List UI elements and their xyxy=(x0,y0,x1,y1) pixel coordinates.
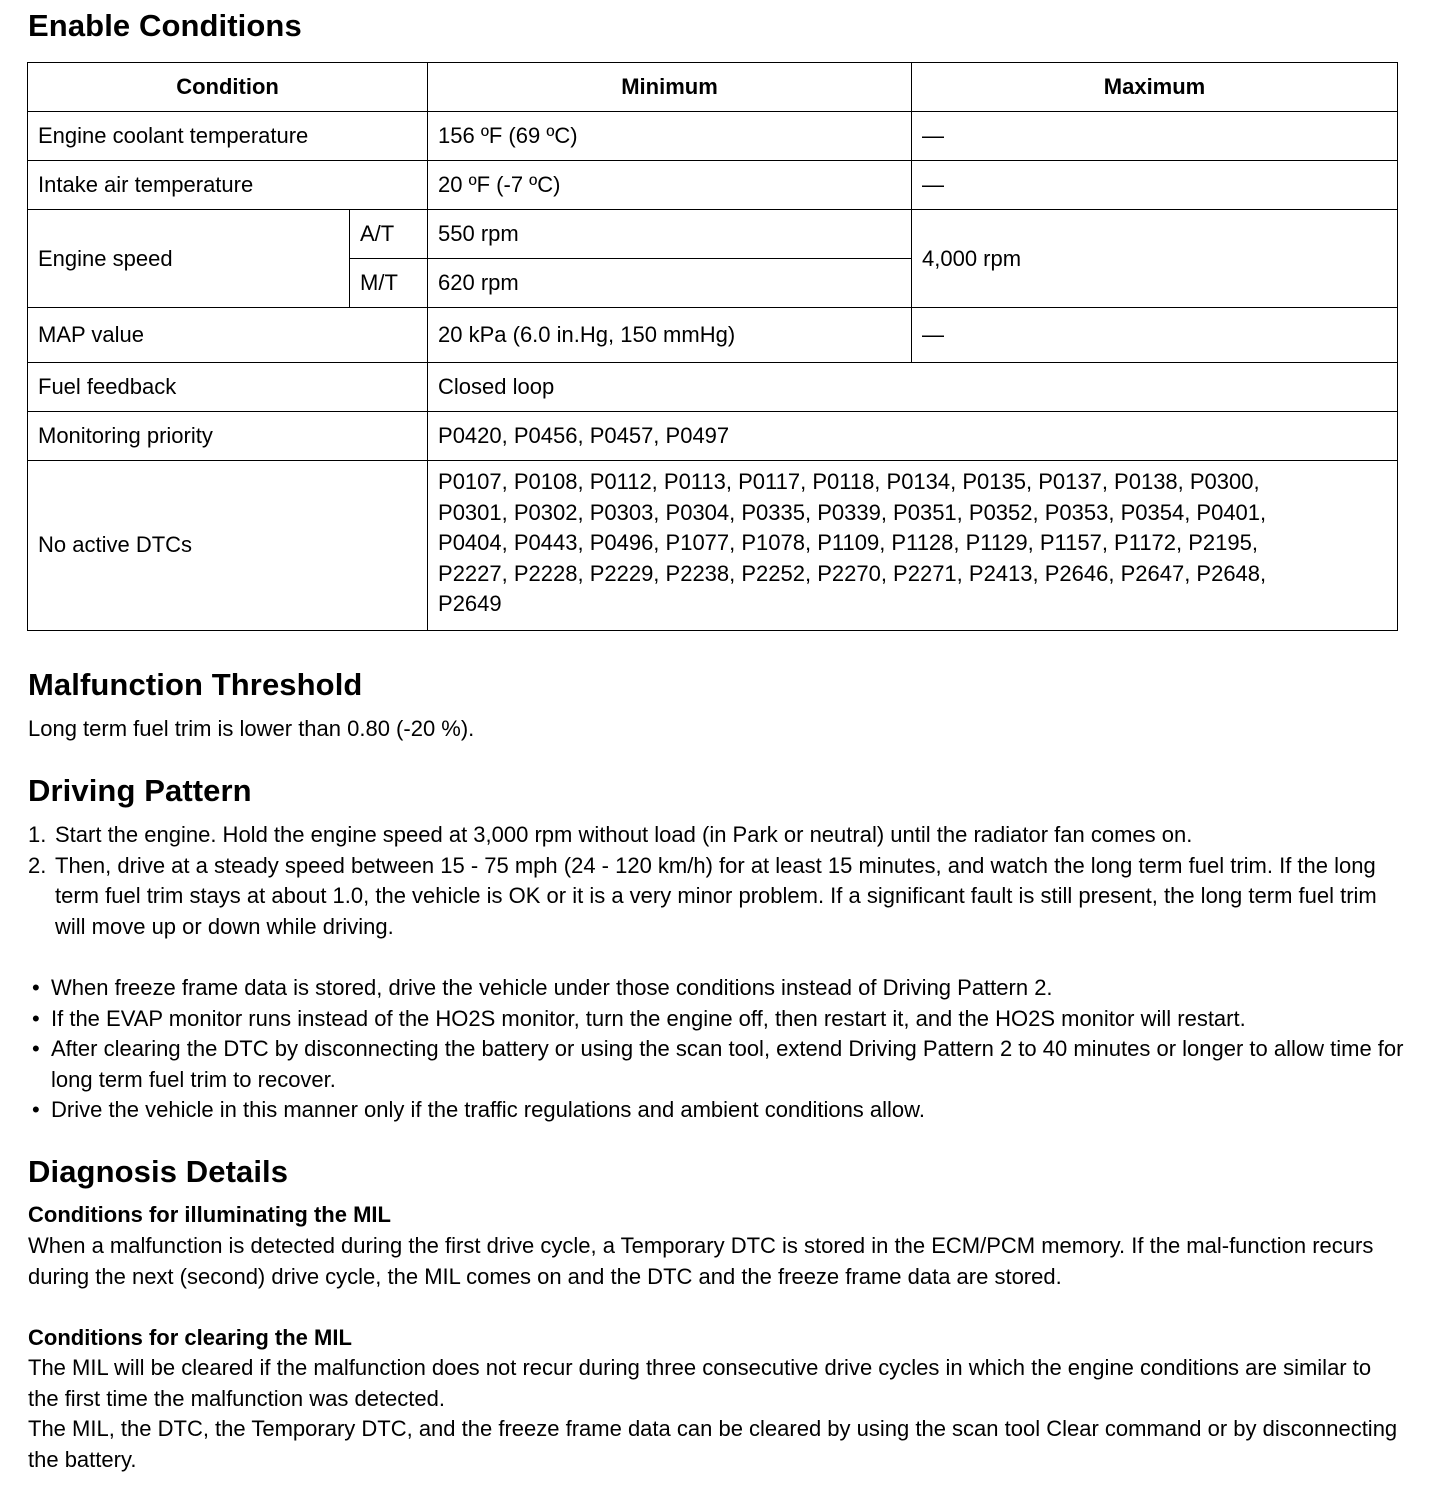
driving-pattern-steps xyxy=(28,820,1408,942)
bullet-icon: • xyxy=(32,1036,40,1062)
cell-map-max: — xyxy=(912,308,1398,363)
dtc-line: P0301, P0302, P0303, P0304, P0335, P0339, P0351, P0352, P0353, P0354, P0401, xyxy=(438,499,1267,525)
step-number: 2. xyxy=(28,852,47,878)
clearing-subheading: Conditions for clearing the MIL xyxy=(28,1325,352,1350)
illuminating-text: When a malfunction is detected during the first drive cycle, a Temporary DTC is stored in the ECM/PCM memory. If the mal-function recurs during the next (second) drive cycle, the MIL comes on and the DTC and the freeze frame data are stored. xyxy=(28,1233,1374,1289)
cell-intake-min: 20 ºF (-7 ºC) xyxy=(428,161,912,210)
cell-monitoring-value: P0420, P0456, P0457, P0497 xyxy=(428,412,1398,461)
dtc-line: P0404, P0443, P0496, P1077, P1078, P1109, P1128, P1129, P1157, P1172, P2195, xyxy=(438,530,1258,556)
diagnosis-details-heading: Diagnosis Details xyxy=(28,1154,289,1189)
cell-engine-speed-max: 4,000 rpm xyxy=(912,210,1398,308)
cell-intake-label: Intake air temperature xyxy=(28,161,428,210)
table-row xyxy=(28,308,1398,363)
malfunction-threshold-heading: Malfunction Threshold xyxy=(28,667,363,702)
step-number: 1. xyxy=(28,822,47,847)
dtc-line: P2227, P2228, P2229, P2238, P2252, P2270, P2271, P2413, P2646, P2647, P2648, xyxy=(438,560,1267,586)
clearing-text-2: The MIL, the DTC, the Temporary DTC, and the freeze frame data can be cleared by using the scan tool Clear command or by disconnecting the battery. xyxy=(28,1416,1398,1472)
table-header-row xyxy=(28,63,1398,112)
step-text: Then, drive at a steady speed between 15 - 75 mph (24 - 120 km/h) for at least 15 minutes, and watch the long term fuel trim. If the long term fuel trim stays at about 1.0, the vehicle is OK or it is a very minor problem. If a significant fault is still present, the long term fuel trim will move up or down while driving. xyxy=(55,852,1377,939)
note-text: After clearing the DTC by disconnecting the battery or using the scan tool, extend Driving Pattern 2 to 40 minutes or longer to allow time for long term fuel trim to recover. xyxy=(51,1036,1404,1092)
cell-coolant-label: Engine coolant temperature xyxy=(28,112,428,161)
cell-mt-min: 620 rpm xyxy=(428,259,912,308)
cell-dtcs-label: No active DTCs xyxy=(28,461,428,631)
dtc-line: P2649 xyxy=(438,591,502,617)
list-item xyxy=(32,973,1412,1004)
cell-fuel-feedback-value: Closed loop xyxy=(428,363,1398,412)
list-item xyxy=(28,820,1408,851)
table-row xyxy=(28,210,1398,259)
note-text: Drive the vehicle in this manner only if the traffic regulations and ambient conditions allow. xyxy=(51,1097,925,1123)
bullet-icon: • xyxy=(32,1005,40,1031)
note-text: If the EVAP monitor runs instead of the HO2S monitor, turn the engine off, then restart it, and the HO2S monitor will restart. xyxy=(51,1005,1246,1031)
list-item xyxy=(32,1034,1412,1095)
cell-engine-speed-label: Engine speed xyxy=(28,210,350,308)
table-row xyxy=(28,112,1398,161)
table-row xyxy=(28,461,1398,631)
illuminating-subheading: Conditions for illuminating the MIL xyxy=(28,1202,391,1227)
header-maximum: Maximum xyxy=(912,63,1398,112)
cell-at-label: A/T xyxy=(350,210,428,259)
cell-coolant-min: 156 ºF (69 ºC) xyxy=(428,112,912,161)
cell-coolant-max: — xyxy=(912,112,1398,161)
bullet-icon: • xyxy=(32,975,40,1000)
cell-monitoring-label: Monitoring priority xyxy=(28,412,428,461)
driving-pattern-notes xyxy=(32,973,1412,1126)
clearing-text-1: The MIL will be cleared if the malfunction does not recur during three consecutive drive cycles in which the engine conditions are similar to the first time the malfunction was detected. xyxy=(28,1355,1372,1411)
driving-pattern-heading: Driving Pattern xyxy=(28,773,252,808)
cell-at-min: 550 rpm xyxy=(428,210,912,259)
bullet-icon: • xyxy=(32,1097,40,1123)
cell-mt-label: M/T xyxy=(350,259,428,308)
header-condition: Condition xyxy=(28,63,428,112)
table-row xyxy=(28,161,1398,210)
cell-fuel-feedback-label: Fuel feedback xyxy=(28,363,428,412)
enable-conditions-table xyxy=(27,62,1398,631)
cell-intake-max: — xyxy=(912,161,1398,210)
dtc-line: P0107, P0108, P0112, P0113, P0117, P0118, P0134, P0135, P0137, P0138, P0300, xyxy=(438,469,1260,494)
cell-map-min: 20 kPa (6.0 in.Hg, 150 mmHg) xyxy=(428,308,912,363)
malfunction-threshold-text: Long term fuel trim is lower than 0.80 (-20 %). xyxy=(28,716,475,741)
list-item xyxy=(32,1004,1412,1035)
enable-conditions-heading: Enable Conditions xyxy=(28,8,302,43)
header-minimum: Minimum xyxy=(428,63,912,112)
list-item xyxy=(32,1095,1412,1126)
step-text: Start the engine. Hold the engine speed at 3,000 rpm without load (in Park or neutral) until the radiator fan comes on. xyxy=(55,822,1193,847)
cell-dtcs-list xyxy=(428,461,1398,631)
cell-map-label: MAP value xyxy=(28,308,428,363)
note-text: When freeze frame data is stored, drive the vehicle under those conditions instead of Driving Pattern 2. xyxy=(51,975,1053,1000)
list-item xyxy=(28,851,1408,943)
table-row xyxy=(28,363,1398,412)
table-row xyxy=(28,412,1398,461)
